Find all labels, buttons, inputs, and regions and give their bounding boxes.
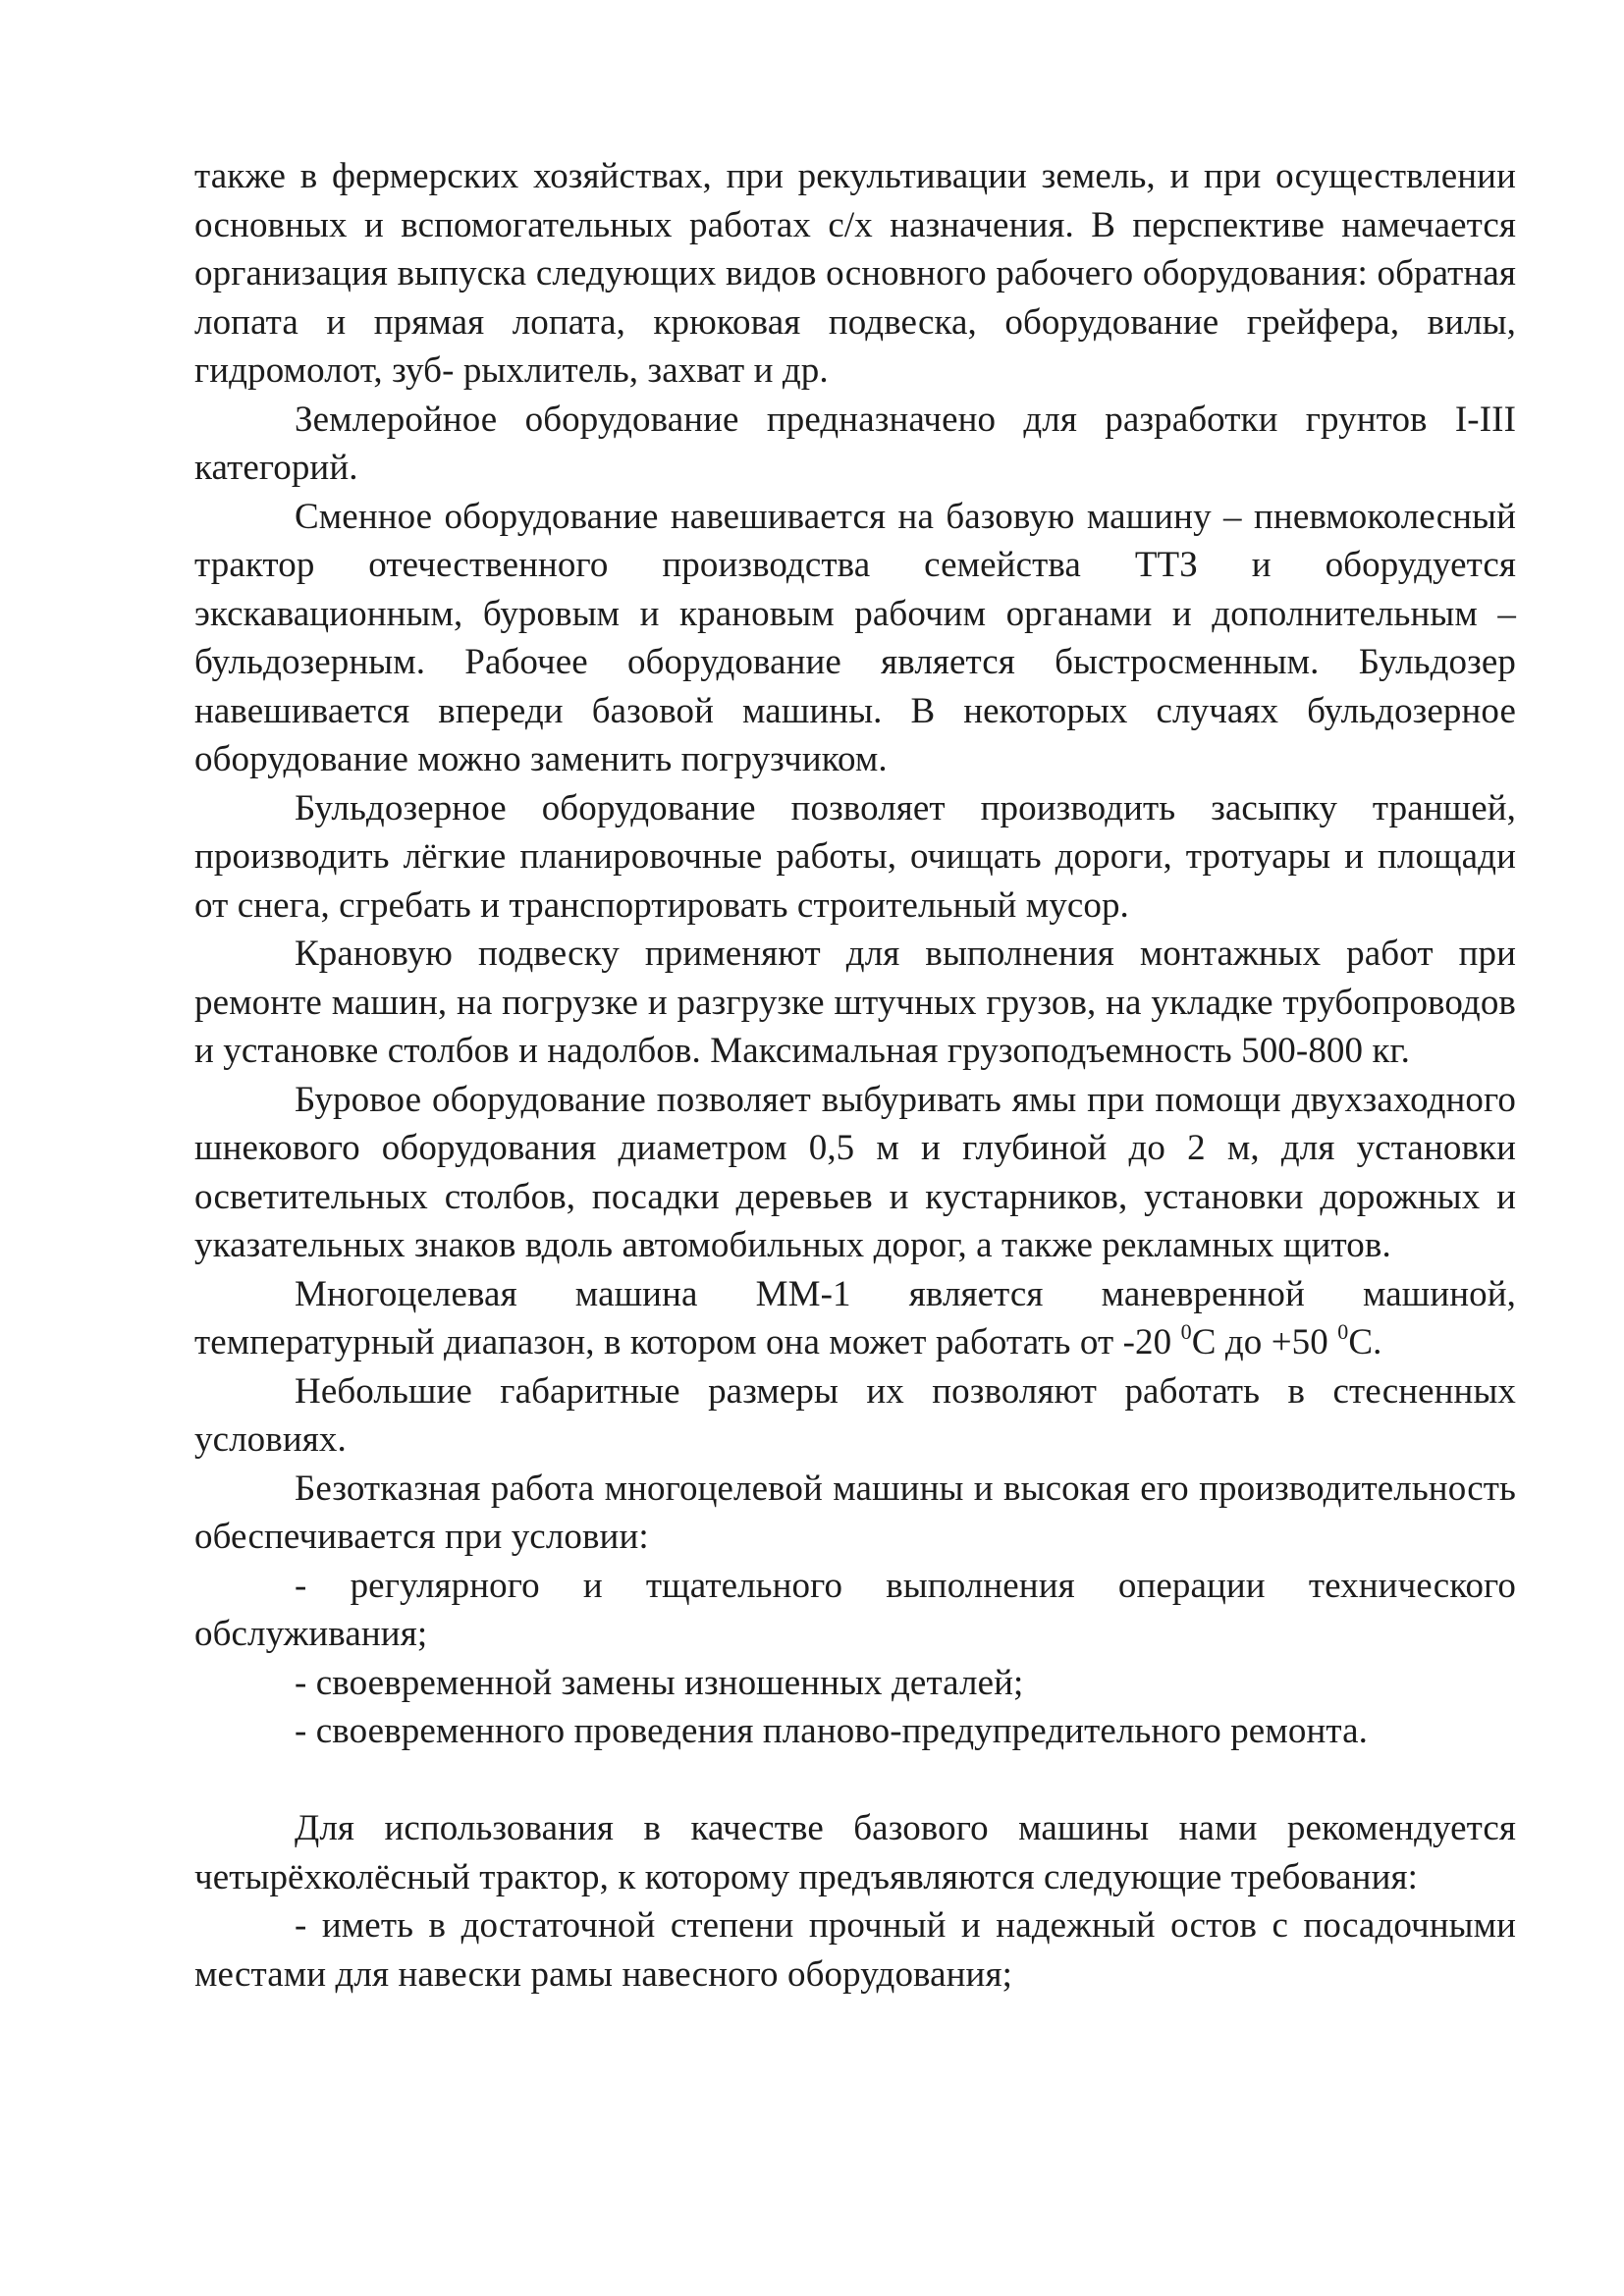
- paragraph-bulldozer-equipment: Бульдозерное оборудование позволяет производить засыпку траншей, производить лёгкие планировочные работы, очищать дороги, тротуары и площади от снега, сгребать и транспортировать строительный мусор.: [194, 787, 1516, 926]
- list-item-parts-replacement: - своевременной замены изношенных деталей;: [295, 1662, 1024, 1703]
- paragraph-interchangeable-equipment: Сменное оборудование навешивается на базовую машину – пневмоколесный трактор отечественного производства семейства ТТЗ и оборудуется экскавационным, буровым и крановым рабочим органами и дополнительным – бульдозерным. Рабочее оборудование является быстросменным. Бульдозер навешивается впереди базовой машины. В некоторых случаях бульдозерное оборудование можно заменить погрузчиком.: [194, 496, 1516, 779]
- temperature-text-c: С.: [1348, 1322, 1382, 1362]
- degree-superscript-a: 0: [1180, 1318, 1192, 1344]
- temperature-text-a: Многоцелевая машина ММ-1 является маневренной машиной, температурный диапазон, в котором она может работать от -20: [194, 1273, 1516, 1362]
- list-item-frame-requirement: - иметь в достаточной степени прочный и надежный остов с посадочными местами для навески рамы навесного оборудования;: [194, 1905, 1516, 1995]
- paragraph-reliability-conditions: Безотказная работа многоцелевой машины и высокая его производительность обеспечивается при условии:: [194, 1468, 1516, 1557]
- degree-superscript-b: 0: [1337, 1318, 1349, 1344]
- document-page: [194, 152, 1516, 1999]
- paragraph-temperature-range: [194, 1270, 1516, 1367]
- paragraph-earthmoving-equipment: Землеройное оборудование предназначено для разработки грунтов I-III категорий.: [194, 399, 1516, 488]
- paragraph-farm-usage: также в фермерских хозяйствах, при рекультивации земель, и при осуществлении основных и вспомогательных работах с/х назначения. В перспективе намечается организация выпуска следующих видов основного рабочего оборудования: обратная лопата и прямая лопата, крюковая подвеска, оборудование грейфера, вилы, гидромолот, зуб- рыхлитель, захват и др.: [194, 156, 1516, 391]
- paragraph-drilling-equipment: Буровое оборудование позволяет выбуривать ямы при помощи двухзаходного шнекового оборудования диаметром 0,5 м и глубиной до 2 м, для установки осветительных столбов, посадки деревьев и кустарников, установки дорожных и указательных знаков вдоль автомобильных дорог, а также рекламных щитов.: [194, 1079, 1516, 1265]
- paragraph-crane-suspension: Крановую подвеску применяют для выполнения монтажных работ при ремонте машин, на погрузке и разгрузке штучных грузов, на укладке трубопроводов и установке столбов и надолбов. Максимальная грузоподъемность 500-800 кг.: [194, 934, 1516, 1071]
- temperature-text-b: С до +50: [1191, 1322, 1338, 1362]
- paragraph-gap: [194, 1756, 1516, 1805]
- paragraph-base-tractor: Для использования в качестве базового машины нами рекомендуется четырёхколёсный трактор, к которому предъявляются следующие требования:: [194, 1808, 1516, 1897]
- paragraph-compact-dimensions: Небольшие габаритные размеры их позволяют работать в стесненных условиях.: [194, 1370, 1516, 1460]
- list-item-preventive-repair: - своевременного проведения планово-предупредительного ремонта.: [295, 1711, 1368, 1751]
- list-item-maintenance: - регулярного и тщательного выполнения операции технического обслуживания;: [194, 1565, 1516, 1654]
